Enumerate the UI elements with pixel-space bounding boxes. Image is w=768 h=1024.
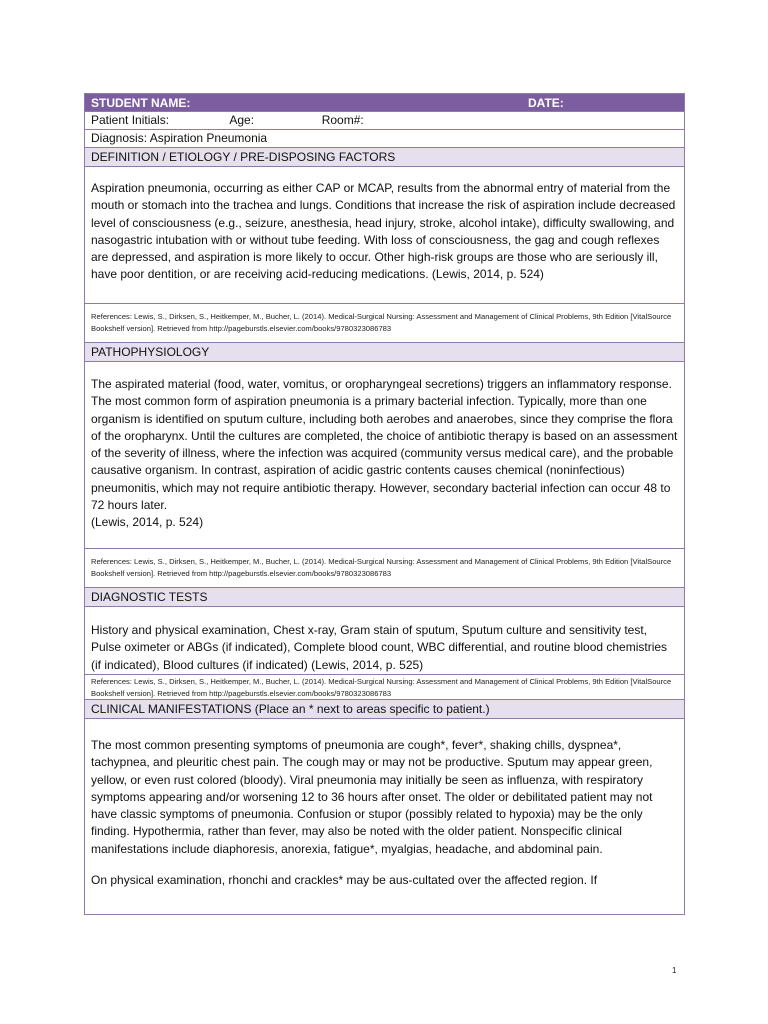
- pathophysiology-section-header: [85, 343, 684, 362]
- pathophysiology-citation: (Lewis, 2014, p. 524): [91, 515, 204, 530]
- patient-initials-label: Patient Initials:: [91, 113, 170, 127]
- diagnosis-row: [85, 130, 684, 148]
- pathophysiology-title: PATHOPHYSIOLOGY: [91, 345, 210, 359]
- diagnostic-tests-section-header: [85, 588, 684, 607]
- age-label: Age:: [229, 113, 255, 127]
- diagnostic-tests-text: History and physical examination, Chest x-ray, Gram stain of sputum, Sputum culture and sensitivity test, Pulse oximeter or ABGs (if indicated), Complete blood count, WBC differential, and routine blood chemistries (if indicated), Blood cultures (if indicated) (Lewis, 2014, p. 525): [91, 623, 668, 672]
- room-label: Room#:: [321, 113, 364, 127]
- care-plan-form: [84, 93, 685, 915]
- clinical-manifestations-text-1: The most common presenting symptoms of pneumonia are cough*, fever*, shaking chills, dyspnea*, tachypnea, and pleuritic chest pain. The cough may or may not be productive. Sputum may appear green, yellow, or even rust colored (bloody). Viral pneumonia may initially be seen as influenza, with respiratory symptoms appearing and/or worsening 12 to 36 hours after onset. The older or debilitated patient may not have classic symptoms of pneumonia. Confusion or stupor (possibly related to hypoxia) may be the only finding. Hypothermia, rather than fever, may also be noted with the older patient. Nonspecific clinical manifestations include diaphoresis, anorexia, fatigue*, myalgias, headache, and abdominal pain.: [91, 738, 653, 856]
- diagnostic-tests-title: DIAGNOSTIC TESTS: [91, 590, 208, 604]
- student-name-label: STUDENT NAME:: [91, 96, 191, 110]
- clinical-manifestations-text-2: On physical examination, rhonchi and crackles* may be aus-cultated over the affected region. If: [91, 873, 598, 888]
- pathophysiology-body: [85, 362, 684, 549]
- pathophysiology-reference: [85, 549, 684, 588]
- student-header-row: [85, 93, 684, 112]
- diagnosis-text: Diagnosis: Aspiration Pneumonia: [91, 131, 268, 145]
- pathophysiology-text: The aspirated material (food, water, vomitus, or oropharyngeal secretions) triggers an inflammatory response. The most common form of aspiration pneumonia is a primary bacterial infection. Typically, more than one organism is identified on sputum culture, including both aerobes and anaerobes, since they comprise the flora of the oropharynx. Until the cultures are completed, the choice of antibiotic therapy is based on an assessment of the severity of illness, where the infection was acquired (community versus medical care), and the probable causative organism. In contrast, aspiration of acidic gastric contents causes chemical (noninfectious) pneumonitis, which may not require antibiotic therapy. However, secondary bacterial infection can occur 48 to 72 hours later.: [91, 377, 678, 513]
- pathophysiology-reference-text: References: Lewis, S., Dirksen, S., Heitkemper, M., Bucher, L. (2014). Medical-Surgical Nursing: Assessment and Management of Clinical Problems, 9th Edition [VitalSource Bookshelf version]. Retrieved from http://pageburstls.elsevier.com/books/9780323086783: [91, 557, 672, 578]
- definition-reference-text: References: Lewis, S., Dirksen, S., Heitkemper, M., Bucher, L. (2014). Medical-Surgical Nursing: Assessment and Management of Clinical Problems, 9th Edition [VitalSource Bookshelf version]. Retrieved from http://pageburstls.elsevier.com/books/9780323086783: [91, 312, 672, 333]
- definition-text: Aspiration pneumonia, occurring as either CAP or MCAP, results from the abnormal entry of material from the mouth or stomach into the trachea and lungs. Conditions that increase the risk of aspiration include decreased level of consciousness (e.g., seizure, anesthesia, head injury, stroke, alcohol intake), difficulty swallowing, and nasogastric intubation with or without tube feeding. With loss of consciousness, the gag and cough reflexes are depressed, and aspiration is more likely to occur. Other high-risk groups are those who are seriously ill, have poor dentition, or are receiving acid-reducing medications. (Lewis, 2014, p. 524): [91, 181, 676, 282]
- diagnostic-tests-reference-text: References: Lewis, S., Dirksen, S., Heitkemper, M., Bucher, L. (2014). Medical-Surgical Nursing: Assessment and Management of Clinical Problems, 9th Edition [VitalSource Bookshelf version]. Retrieved from http://pageburstls.elsevier.com/books/9780323086783: [91, 677, 672, 698]
- clinical-manifestations-section-header: [85, 700, 684, 719]
- diagnostic-tests-reference: [85, 675, 684, 700]
- clinical-manifestations-body: [85, 719, 684, 915]
- clinical-manifestations-title: CLINICAL MANIFESTATIONS (Place an * next to areas specific to patient.): [91, 702, 490, 716]
- page-number: 1: [672, 966, 677, 975]
- definition-body: [85, 167, 684, 304]
- date-label: DATE:: [528, 96, 564, 110]
- patient-info-row: [85, 112, 684, 130]
- definition-reference: [85, 304, 684, 343]
- definition-section-header: [85, 148, 684, 167]
- diagnostic-tests-body: [85, 607, 684, 675]
- definition-title: DEFINITION / ETIOLOGY / PRE-DISPOSING FACTORS: [91, 150, 396, 164]
